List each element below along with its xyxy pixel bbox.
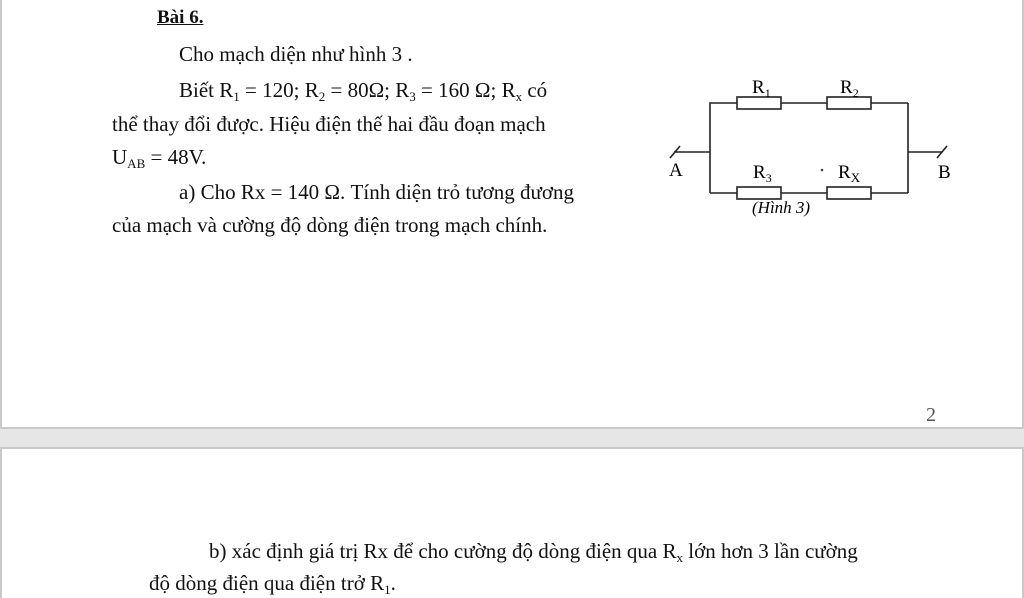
text-fragment: = 48V. bbox=[145, 145, 207, 169]
label-sub: X bbox=[850, 170, 861, 185]
top-branch-wire bbox=[710, 103, 737, 111]
subscript: x bbox=[515, 88, 523, 104]
voltage-line bbox=[112, 145, 206, 169]
subscript: 2 bbox=[318, 88, 326, 104]
resistor-r2 bbox=[827, 97, 871, 109]
label-text: R bbox=[838, 162, 851, 183]
label-text: R bbox=[840, 77, 853, 98]
junction-dot bbox=[821, 169, 824, 172]
text-fragment: = 80Ω; R bbox=[325, 78, 410, 102]
text-fragment: . bbox=[390, 571, 396, 595]
terminal-a-label: A bbox=[669, 160, 683, 181]
subscript: AB bbox=[127, 155, 146, 171]
label-rx bbox=[838, 162, 861, 185]
label-r3 bbox=[753, 162, 772, 185]
resistor-r1 bbox=[737, 97, 781, 109]
label-sub: 1 bbox=[764, 86, 771, 100]
problem-intro: Cho mạch diện như hình 3 . bbox=[179, 42, 413, 66]
subscript: x bbox=[676, 549, 683, 565]
label-sub: 3 bbox=[765, 171, 772, 185]
page-2 bbox=[0, 447, 1024, 598]
part-a-line-2: của mạch và cường độ dòng điện trong mạch chính. bbox=[112, 213, 548, 237]
text-fragment: U bbox=[112, 145, 128, 169]
problem-title: Bài 6. bbox=[157, 7, 204, 28]
circuit-diagram bbox=[662, 68, 962, 228]
text-fragment: Biết R bbox=[179, 78, 234, 102]
label-text: R bbox=[753, 162, 766, 183]
part-b-line-2 bbox=[149, 571, 396, 595]
resistor-rx bbox=[827, 187, 871, 199]
terminal-b-label: B bbox=[938, 162, 951, 183]
given-values-line bbox=[179, 78, 547, 102]
subscript: 3 bbox=[409, 88, 416, 104]
page-footer-mark: 2 bbox=[926, 404, 936, 426]
label-r2 bbox=[840, 77, 859, 100]
problem-line-2: thể thay đổi được. Hiệu điện thế hai đầu đoạn mạch bbox=[112, 112, 546, 136]
part-b-line-1 bbox=[209, 539, 858, 563]
part-a-line-1: a) Cho Rx = 140 Ω. Tính diện trỏ tương đương bbox=[179, 180, 574, 204]
subscript: 1 bbox=[233, 88, 240, 104]
text-fragment: = 120; R bbox=[239, 78, 319, 102]
text-fragment: = 160 Ω; R bbox=[415, 78, 516, 102]
text-fragment: có bbox=[522, 78, 548, 102]
label-sub: 2 bbox=[852, 86, 859, 100]
text-fragment: b) xác định giá trị Rx để cho cường độ dòng điện qua R bbox=[209, 539, 677, 563]
text-fragment: lớn hơn 3 lần cường bbox=[683, 539, 858, 563]
label-r1 bbox=[752, 77, 771, 100]
subscript: 1 bbox=[384, 581, 391, 597]
figure-caption: (Hình 3) bbox=[752, 198, 811, 217]
text-fragment: độ dòng điện qua điện trở R bbox=[149, 571, 385, 595]
label-text: R bbox=[752, 77, 765, 98]
